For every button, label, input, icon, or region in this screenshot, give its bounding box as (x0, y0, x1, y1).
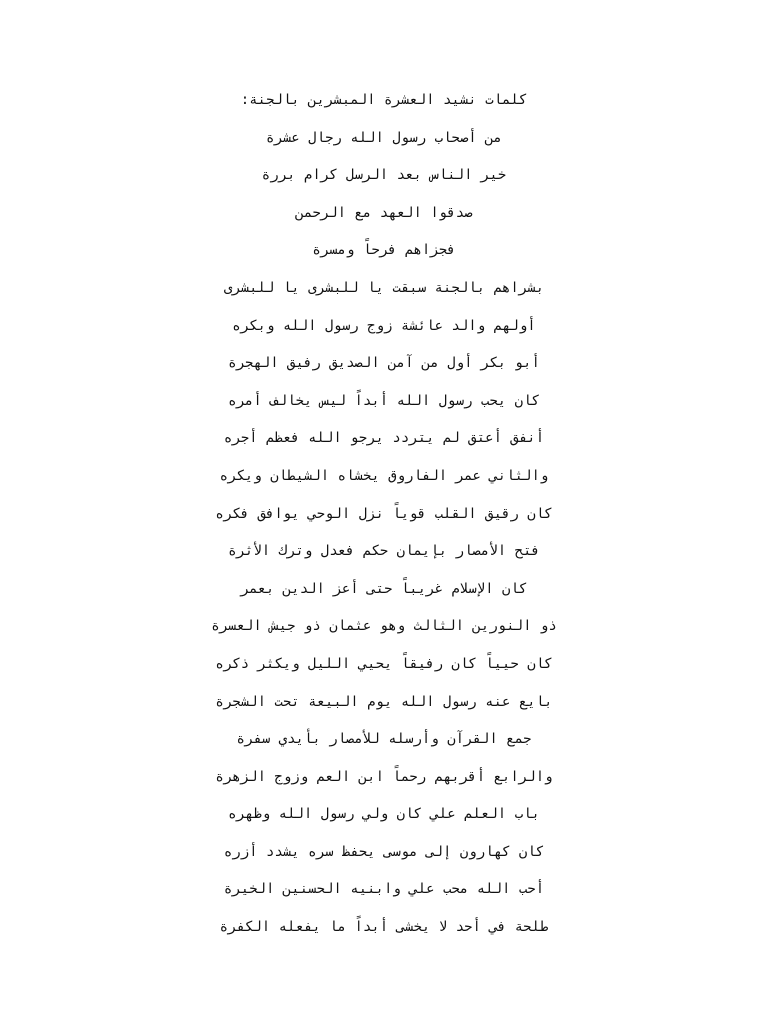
poem-line-2: خير الناس بعد الرسل كرام بررة (261, 167, 507, 184)
poem-line-10: والثاني عمر الفاروق يخشاه الشيطان ويكره (219, 467, 549, 484)
poem-line-4: فجزاهم فرحاً ومسرة (312, 242, 456, 259)
poem-line-14: ذو النورين الثالث وهو عثمان ذو جيش العسرة (211, 618, 557, 635)
poem-line-16: بايع عنه رسول الله يوم البيعة تحت الشجرة (215, 693, 553, 710)
poem-line-15: كان حيياً كان رفيقاً يحيي الليل ويكثر ذكره (215, 655, 553, 672)
poem-line-21: أحب الله محب علي وابنيه الحسنين الخيرة (223, 881, 545, 898)
poem-line-19: باب العلم علي كان ولي رسول الله وظهره (228, 806, 540, 823)
poem-lines (0, 82, 768, 947)
poem-line-12: فتح الأمصار بإيمان حكم فعدل وترك الأثرة (228, 543, 540, 560)
poem-line-22: طلحة في أحد لا يخشى أبداً ما يفعله الكفرة (219, 919, 549, 936)
poem-line-11: كان رقيق القلب قوياً نزل الوحي يوافق فكره (215, 505, 553, 522)
poem-line-18: والرابع أقربهم رحماً ابن العم وزوج الزهرة (215, 768, 553, 785)
poem-line-13: كان الإسلام غريباً حتى أعز الدين بعمر (240, 580, 528, 597)
document-title: كلمات نشيد العشرة المبشرين بالجنة: (240, 92, 528, 108)
poem-line-3: صدقوا العهد مع الرحمن (295, 204, 473, 221)
poem-line-20: كان كهارون إلى موسى يحفظ سره يشدد أزره (223, 843, 545, 860)
poem-line-5: بشراهم بالجنة سبقت يا للبشرى يا للبشرى (223, 279, 545, 296)
poem-line-8: كان يحب رسول الله أبداً ليس يخالف أمره (228, 392, 540, 409)
poem-line-1: من أصحاب رسول الله رجال عشرة (265, 129, 502, 146)
poem-line-9: أنفق أعتق لم يتردد يرجو الله فعظم أجره (223, 430, 545, 447)
poem-line-17: جمع القرآن وأرسله للأمصار بأيدي سفرة (236, 731, 532, 748)
poem-line-6: أولهم والد عائشة زوج رسول الله وبكره (232, 317, 536, 334)
poem-line-7: أبو بكر أول من آمن الصديق رفيق الهجرة (228, 355, 540, 372)
